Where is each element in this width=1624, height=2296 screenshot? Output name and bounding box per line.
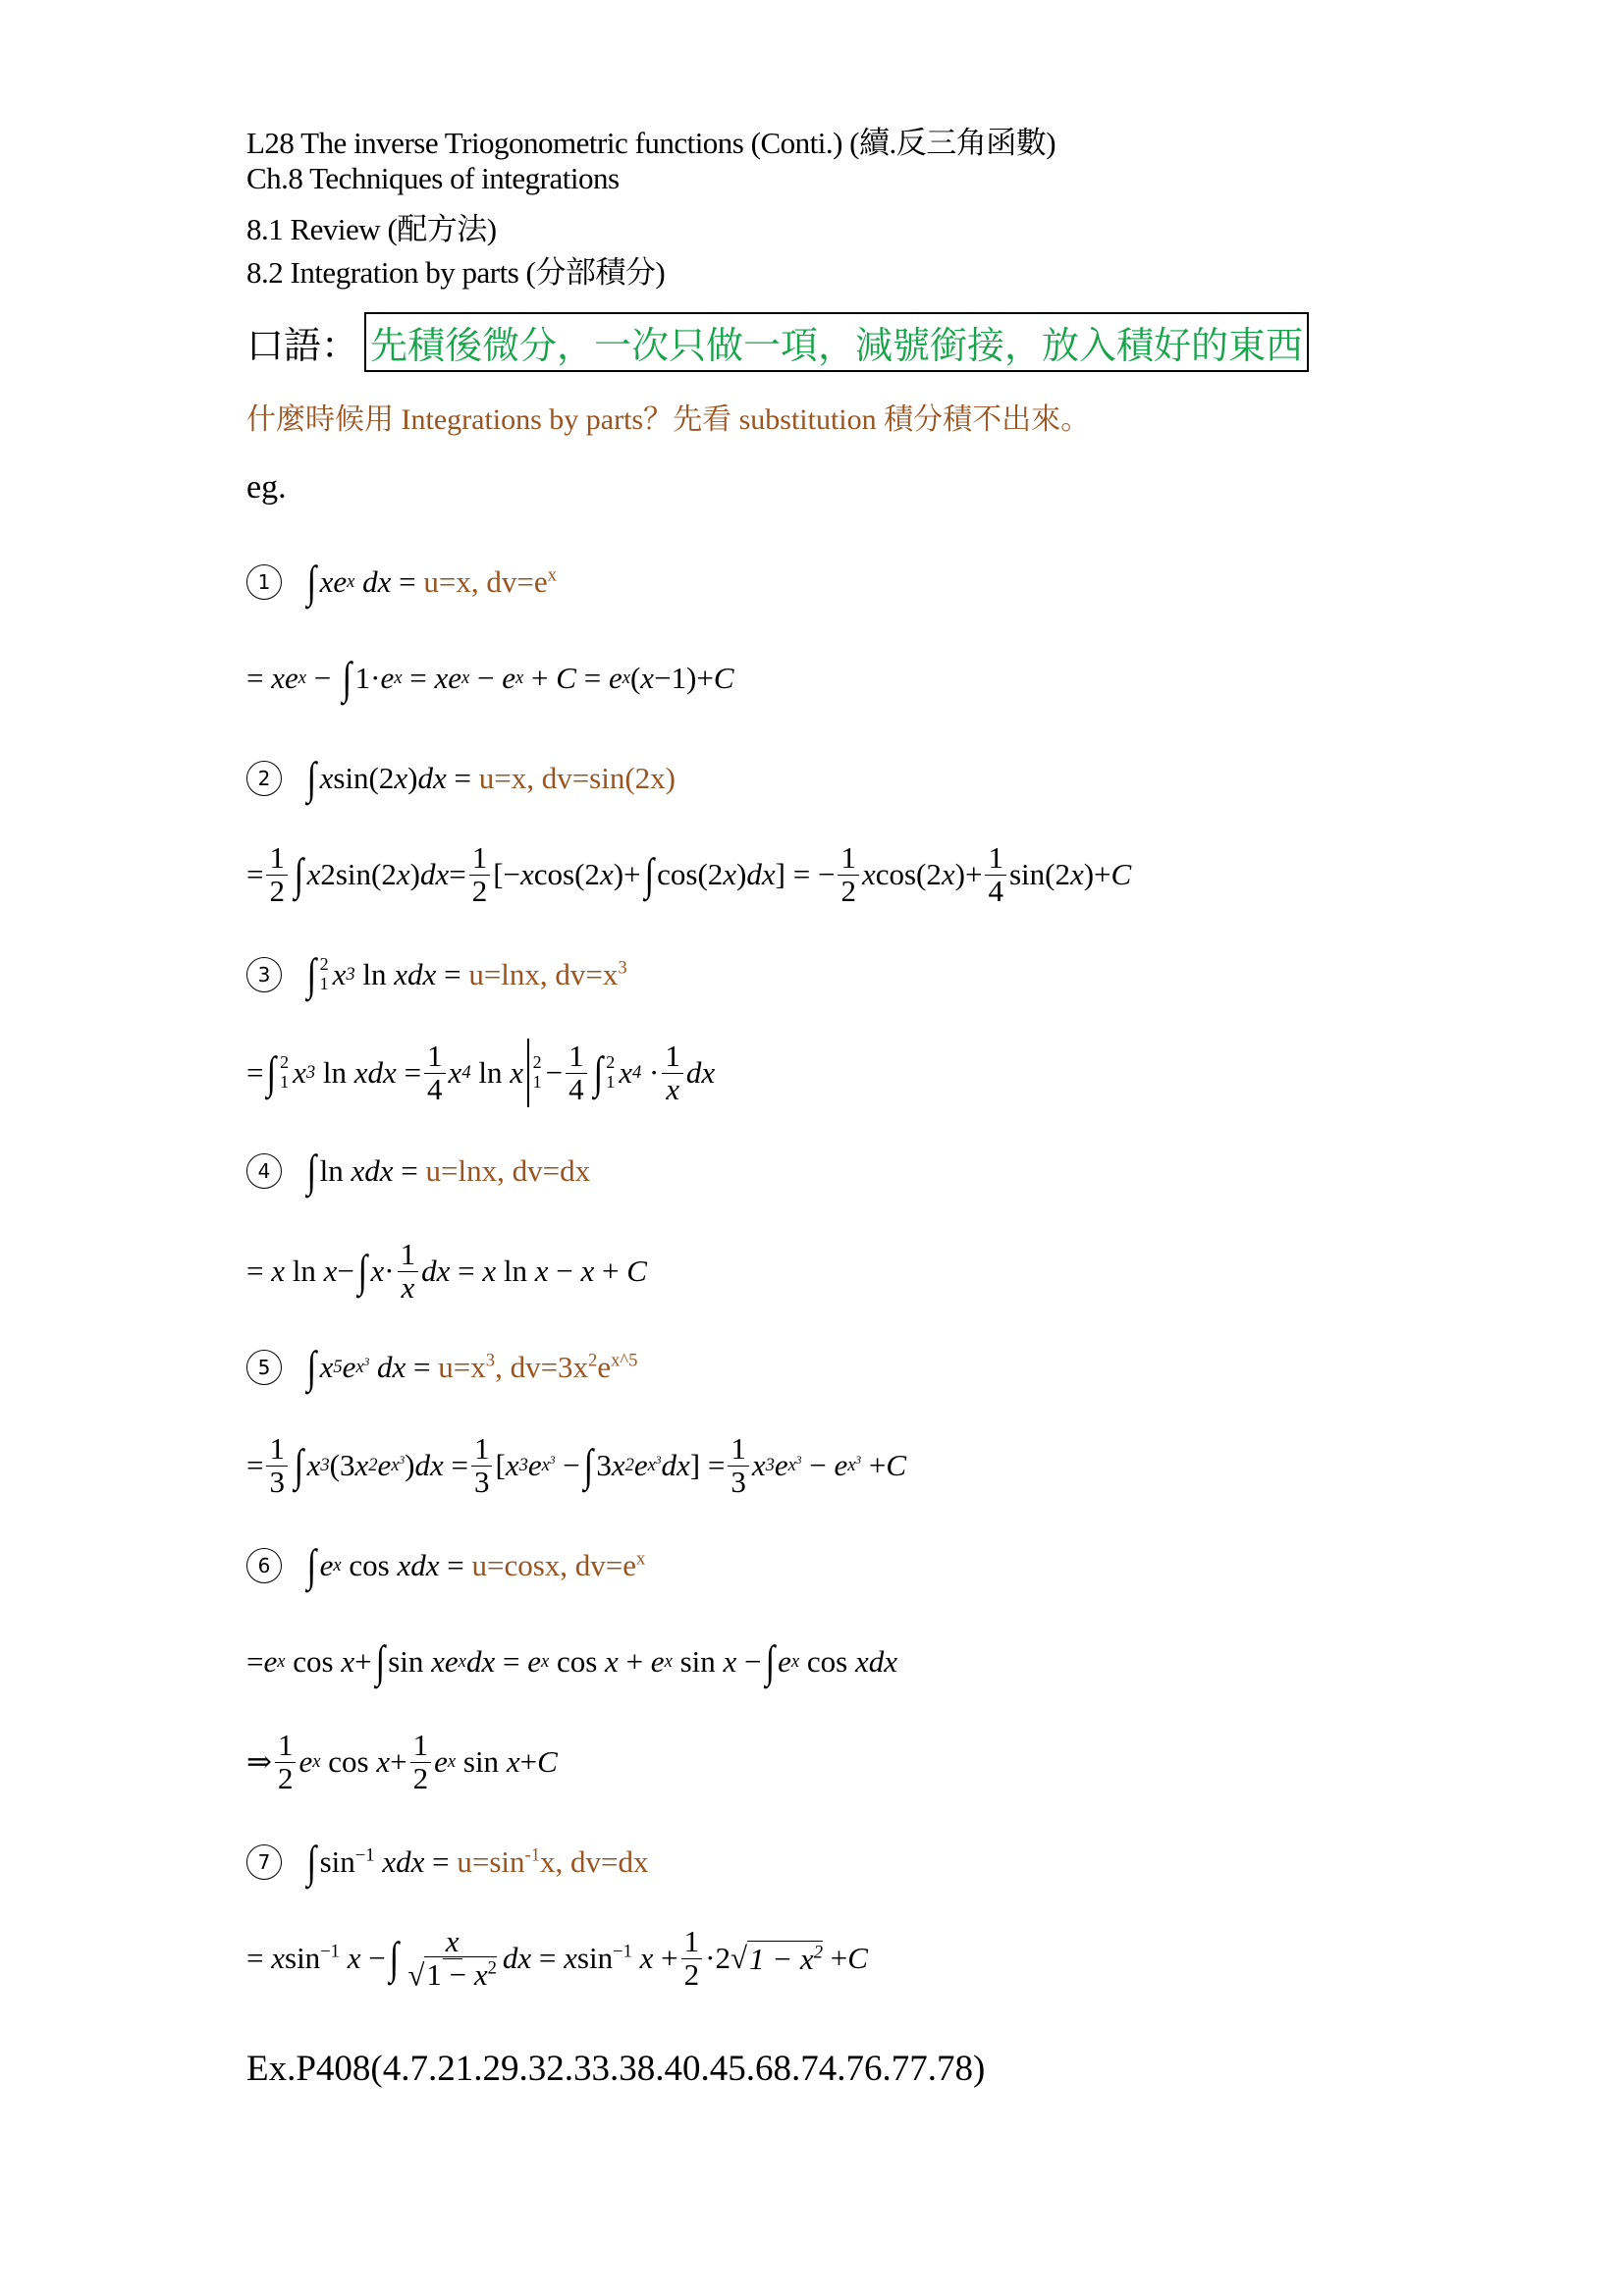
header-line-2: Ch.8 Techniques of integrations (246, 161, 620, 195)
example-2-solution: = $\frac{1}{2}$ ∫ x 2sin(2 x ) dx = $\frac{1}{2}$ [− x cos(2 x )+ ∫ cos(2 x ) dx ] = − $\frac{1}{2}$ x cos(2 x )+ $\frac{1}{4}$ sin(2 x )+ C (246, 840, 1132, 908)
example-3-solution: = ∫ 2 1 x 3 ln xdx = $\frac{1}{4}$ x 4 ln x 2 1 − $\frac{1}{4}$ ∫ 2 1 x 4 · 1 x dx (246, 1038, 716, 1106)
example-1-problem: 1 ∫ xe x dx = u=x, $dv=e^x$ (246, 560, 557, 605)
example-6-solution: = e x cos x + ∫ sin xe x dx = e x cos x + e x sin x − ∫ e x cos xdx (246, 1636, 898, 1686)
example-2-problem: 2 ∫ x sin(2 x ) dx = u=x, dv=sin(2x) (246, 756, 676, 801)
oral-mnemonic (246, 312, 1309, 372)
example-number: 2 (246, 761, 282, 796)
example-7-problem: 7 ∫ $\sin^{-1}$ xdx = $u=\sin^{-1}x$, dv=dx (246, 1840, 649, 1885)
example-number: 1 (246, 564, 282, 600)
when-to-use-question: 什麼時候用 Integrations by parts？先看 substitution 積分積不出來。 (246, 403, 1091, 436)
oral-phrase-box: 先積後微分，一次只做一項，減號銜接，放入積好的東西 (364, 312, 1309, 372)
example-5-problem: 5 ∫ x 5 e $x^3$ dx = $u=x^3$, $dv=3x^2e^{x\^{}5}$ (246, 1345, 637, 1390)
exercise-list: Ex.P408(4.7.21.29.32.33.38.40.45.68.74.76.77.78) (246, 2049, 986, 2089)
example-number: 4 (246, 1153, 282, 1189)
example-4-problem: 4 ∫ ln xdx = u=lnx, dv=dx (246, 1148, 590, 1194)
example-6-problem: 6 ∫ e x cos xdx = u=cosx, $dv=e^x$ (246, 1543, 645, 1588)
example-7-hint: $u=\sin^{-1}x$, dv=dx (457, 1844, 649, 1879)
example-5-solution: = $\frac{1}{3}$ ∫ x 3 (3 x 2 e $x^3$ ) dx = $\frac{1}{3}$ [ x 3 e $x^3$ − ∫ 3 x 2 e $x^3$ dx ] = $\frac{1}{3}$ x 3 e $x^3$ − e $x^3$ + C (246, 1431, 907, 1499)
example-4-hint: u=lnx, dv=dx (425, 1153, 591, 1188)
example-number: 7 (246, 1844, 282, 1880)
example-7-solution: = x $\sin^{-1}$ x − ∫ $\frac{x}{√1 - x^2}$ dx = x $\sin^{-1}$ x + $\frac{1}{2}$ ·2√ $1 - x^2$ + C (246, 1924, 868, 1992)
eg-label: eg. (246, 469, 287, 506)
example-3-problem: 3 ∫ 2 1 x 3 ln xdx = u=lnx, $dv=x^3$ (246, 952, 627, 997)
example-6-result: ⇒ 1 2 e x cos x + $\frac{1}{2}$ e x sin x + C (246, 1728, 558, 1795)
oral-label: 口語： (246, 326, 359, 367)
example-1-solution: = xe x − ∫ 1· e x = xe x − e x + C = e x ( x −1)+ C (246, 653, 734, 703)
header-line-3: 8.1 Review (配方法) (246, 212, 497, 246)
example-2-hint: u=x, dv=sin(2x) (478, 761, 677, 795)
example-6-hint: u=cosx, $dv=e^x$ (471, 1548, 646, 1582)
example-5-hint: $u=x^3$, $dv=3x^2e^{x\^{}5}$ (438, 1350, 638, 1384)
example-3-hint: u=lnx, $dv=x^3$ (468, 957, 627, 991)
example-number: 3 (246, 957, 282, 992)
header-line-1: L28 The inverse Triogonometric functions (Conti.) (續.反三角函數) (246, 126, 1056, 160)
example-1-hint: u=x, $dv=e^x$ (423, 564, 557, 599)
example-number: 6 (246, 1548, 282, 1583)
example-number: 5 (246, 1350, 282, 1385)
header-line-4: 8.2 Integration by parts (分部積分) (246, 255, 666, 290)
example-4-solution: = x ln x − ∫ x · $\frac{1}{x}$ dx = x ln x − x + C (246, 1237, 647, 1305)
